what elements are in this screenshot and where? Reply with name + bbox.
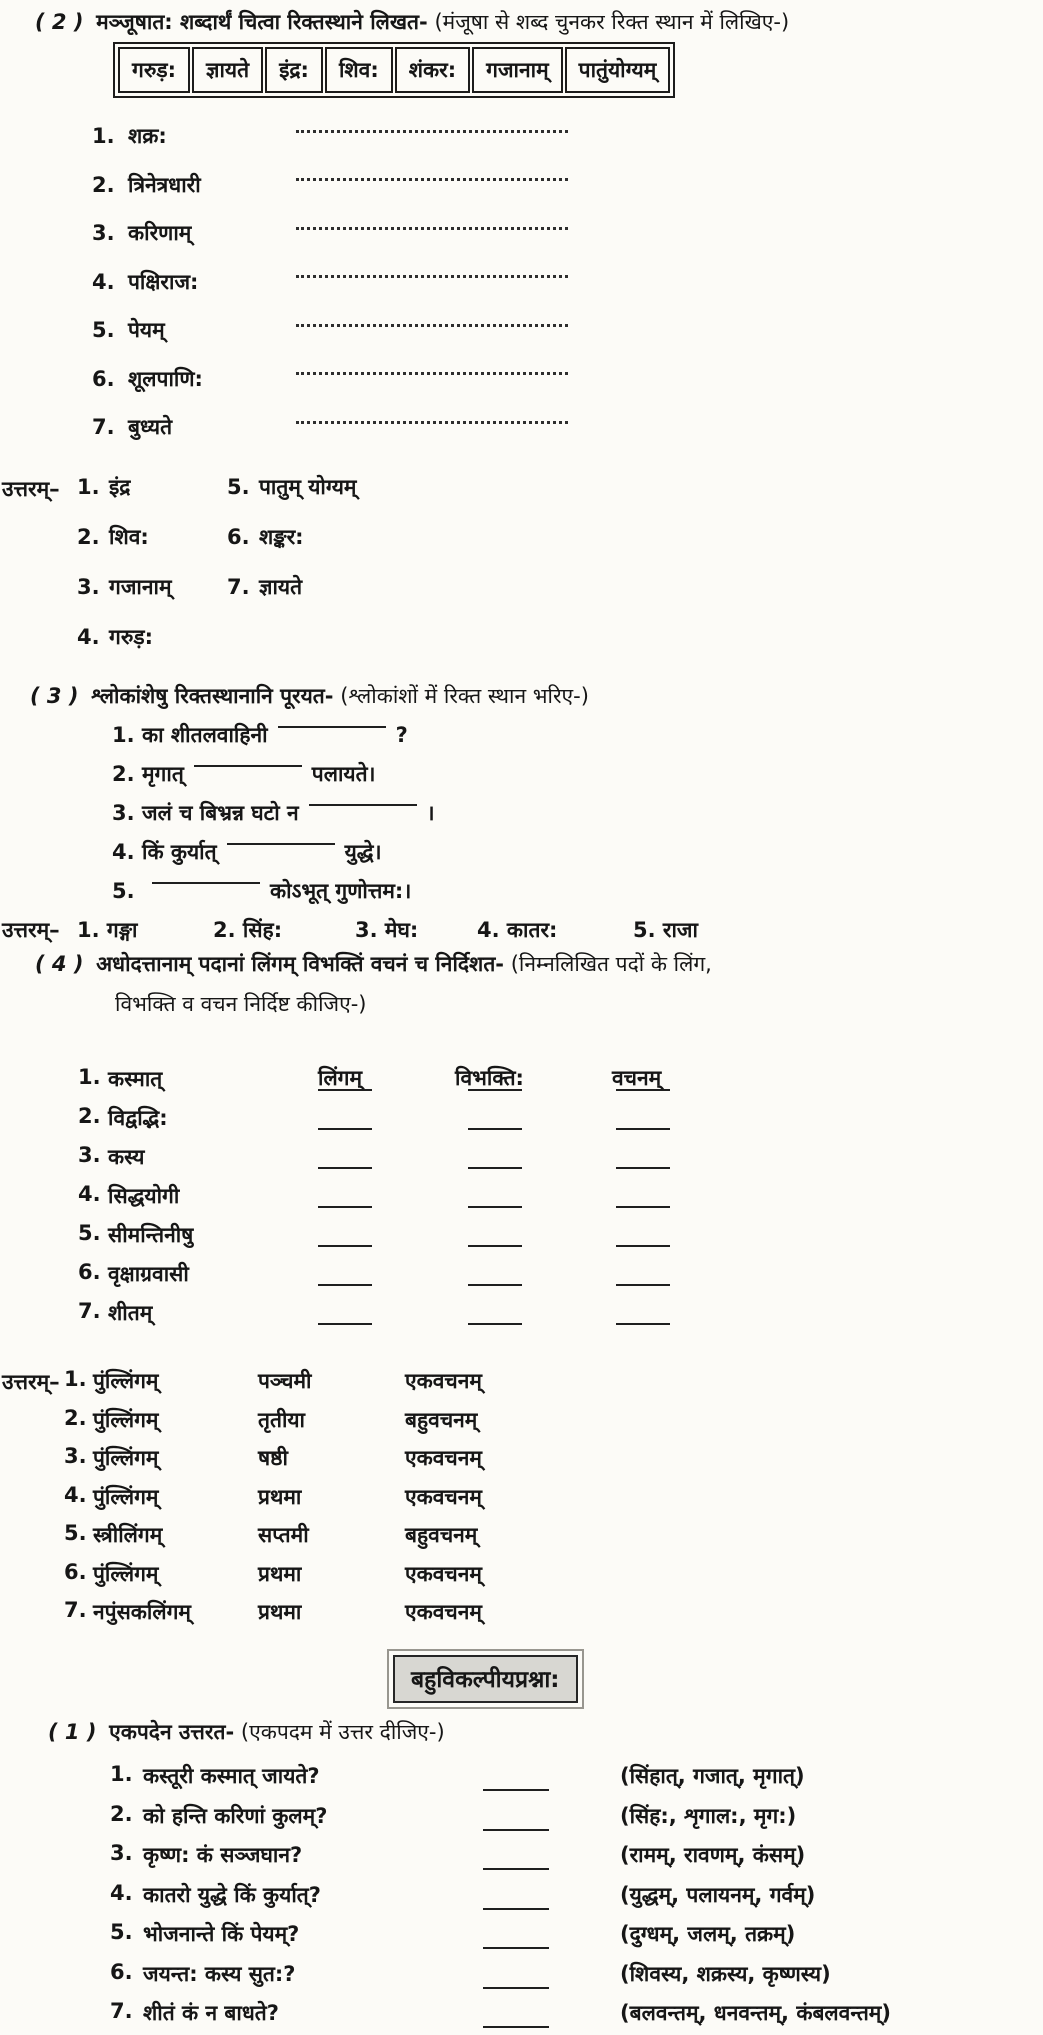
answer-case: प्रथमा xyxy=(258,1561,302,1586)
blank-line-case xyxy=(468,1167,522,1169)
item-word: विद्वद्भि: xyxy=(108,1106,168,1130)
answer-case: सप्तमी xyxy=(258,1523,309,1547)
section-title-sanskrit: अधोदत्तानाम् पदानां लिंगम् विभक्तिं वचनं च निर्दिशत- xyxy=(96,952,505,976)
manjusha-word: पातुंयोग्यम् xyxy=(565,47,671,93)
dotted-blank-line xyxy=(296,324,568,327)
answer-number: 3. xyxy=(355,918,378,942)
dotted-blank-line xyxy=(296,178,568,181)
shloka-text-after: । xyxy=(426,801,435,825)
shloka-text-after: ? xyxy=(395,723,408,747)
fill-blank-row xyxy=(0,355,1043,404)
column-header-gender: लिंगम् xyxy=(318,1066,363,1090)
word-analysis-row xyxy=(0,1060,1043,1099)
item-number: 4. xyxy=(92,269,115,294)
blank-line-number xyxy=(616,1128,670,1130)
item-word: कस्मात् xyxy=(108,1067,163,1091)
answer-number: 2. xyxy=(77,525,100,549)
dotted-blank-line xyxy=(296,227,568,230)
blank-line-number xyxy=(616,1323,670,1325)
word-analysis-row xyxy=(0,1138,1043,1177)
answer-text: कातर: xyxy=(506,918,558,942)
section-title-hindi: (निम्नलिखित पदों के लिंग, xyxy=(510,952,712,976)
blank-line xyxy=(278,726,386,728)
answer-number-form: एकवचनम् xyxy=(405,1446,482,1470)
question-row xyxy=(0,1758,1043,1798)
shloka-blank-row xyxy=(0,796,1043,835)
section-2-items xyxy=(0,112,1043,452)
question-number: 6. xyxy=(110,1959,133,1984)
answer-number: 2. xyxy=(64,1405,87,1430)
shloka-blank-row xyxy=(0,718,1043,757)
word-analysis-row xyxy=(0,1294,1043,1333)
blank-line xyxy=(194,765,302,767)
answers-label: उत्तरम्– xyxy=(2,1370,60,1394)
section-3-items xyxy=(0,718,1043,913)
answer-blank-line xyxy=(483,1947,549,1949)
item-word: पेयम् xyxy=(128,318,165,343)
answer-item xyxy=(355,916,418,944)
question-number: 3. xyxy=(110,1841,133,1865)
question-options: (शिवस्य, शक्रस्य, कृष्णस्य) xyxy=(620,1961,831,1986)
item-word: करिणाम् xyxy=(128,221,192,246)
item-word: सिद्धयोगी xyxy=(108,1184,180,1208)
answer-blank-line xyxy=(483,1908,549,1910)
blank-line-number xyxy=(616,1206,670,1208)
shloka-text-before: का शीतलवाहिनी xyxy=(142,723,268,747)
section-2-answers xyxy=(0,462,1043,662)
shloka-text-after: पलायते। xyxy=(311,762,376,786)
fill-blank-row xyxy=(0,403,1043,452)
blank-line xyxy=(309,804,417,806)
manjusha-word: शंकर: xyxy=(395,47,470,93)
answer-blank-line xyxy=(483,2026,549,2028)
item-number: 1. xyxy=(112,723,135,747)
section-title-sanskrit: मञ्जूषात: शब्दार्थं चित्वा रिक्तस्थाने लिखत- xyxy=(96,10,428,34)
answer-number: 7. xyxy=(227,575,250,599)
answer-row xyxy=(0,1593,1043,1632)
manjusha-word-bank xyxy=(113,42,675,98)
manjusha-word: ज्ञायते xyxy=(192,47,263,93)
blank-line-gender xyxy=(318,1128,372,1130)
blank-line-gender xyxy=(318,1206,372,1208)
answer-blank-line xyxy=(483,1868,549,1870)
answer-row xyxy=(0,1362,1043,1401)
answer-case: षष्ठी xyxy=(258,1446,288,1470)
section-title-hindi: (श्लोकांशों में रिक्त स्थान भरिए-) xyxy=(340,684,589,708)
item-number: 1. xyxy=(92,124,115,149)
shloka-text-before: मृगात् xyxy=(142,762,184,786)
word-analysis-row xyxy=(0,1099,1043,1138)
answer-number: 2. xyxy=(213,918,236,942)
manjusha-box xyxy=(113,42,675,98)
answer-text: शङ्कर: xyxy=(259,525,304,549)
blank-line-case xyxy=(468,1206,522,1208)
fill-blank-row xyxy=(0,209,1043,258)
answer-blank-line xyxy=(483,1789,549,1791)
item-number: 7. xyxy=(92,415,115,440)
section-3-heading xyxy=(30,682,589,710)
shloka-text-after: युद्धे। xyxy=(344,840,382,864)
dotted-blank-line xyxy=(296,130,568,133)
answer-text: शिव: xyxy=(109,525,149,549)
answer-gender: पुंल्लिंगम् xyxy=(93,1446,159,1470)
answer-number: 5. xyxy=(227,475,250,499)
answer-text: मेघ: xyxy=(384,918,419,942)
item-word: शूलपाणि: xyxy=(128,366,203,391)
item-number: 5. xyxy=(78,1221,101,1245)
question-text: भोजनान्ते किं पेयम्? xyxy=(143,1922,300,1946)
blank-line xyxy=(227,843,335,845)
answer-blank-line xyxy=(483,1829,549,1831)
answer-gender: पुंल्लिंगम् xyxy=(93,1484,159,1509)
question-row xyxy=(0,1798,1043,1838)
section-3-answers xyxy=(0,916,1043,952)
item-word: पक्षिराज: xyxy=(128,269,199,294)
blank-line-gender xyxy=(318,1323,372,1325)
section-number: ( 2 ) xyxy=(35,10,84,34)
section-title-sanskrit: श्लोकांशेषु रिक्तस्थानानि पूरयत- xyxy=(91,684,334,708)
answer-row xyxy=(0,612,1043,662)
shloka-text-before: जलं च बिभ्रन्न घटो न xyxy=(142,801,299,825)
question-row xyxy=(0,1837,1043,1877)
answer-text: ज्ञायते xyxy=(259,575,303,599)
fill-blank-row xyxy=(0,306,1043,355)
item-number: 6. xyxy=(92,366,115,391)
question-options: (युद्धम्, पलायनम्, गर्वम्) xyxy=(620,1882,816,1907)
question-number: 4. xyxy=(110,1880,133,1905)
item-word: सीमन्तिनीषु xyxy=(108,1223,194,1247)
question-number: 5. xyxy=(110,1920,133,1944)
answer-text: इंद्र xyxy=(109,475,131,499)
shloka-text-before: किं कुर्यात् xyxy=(142,840,217,864)
question-options: (सिंहात्, गजात्, मृगात्) xyxy=(620,1764,805,1788)
answer-number: 5. xyxy=(633,918,656,942)
word-analysis-row xyxy=(0,1216,1043,1255)
blank-line-case xyxy=(468,1284,522,1286)
item-number: 2. xyxy=(112,762,135,786)
answer-text: गरुड़: xyxy=(109,625,154,649)
section-title-hindi: (मंजूषा से शब्द चुनकर रिक्त स्थान में लिखिए-) xyxy=(434,10,790,34)
blank-line-gender xyxy=(318,1167,372,1169)
section-4-heading xyxy=(35,950,712,978)
manjusha-word: इंद्र: xyxy=(265,47,323,93)
answer-text: गजानाम् xyxy=(109,575,172,599)
answer-number-form: बहुवचनम् xyxy=(405,1523,478,1547)
item-number: 5. xyxy=(112,879,135,903)
answer-row xyxy=(0,1401,1043,1440)
answer-number-form: बहुवचनम् xyxy=(405,1407,478,1432)
answer-item xyxy=(633,916,698,944)
item-word: शीतम् xyxy=(108,1301,153,1325)
answer-number: 1. xyxy=(64,1367,87,1391)
fill-blank-row xyxy=(0,112,1043,161)
blank-line-number xyxy=(616,1245,670,1247)
answers-label: उत्तरम्– xyxy=(2,477,60,501)
item-word: त्रिनेत्रधारी xyxy=(128,172,201,197)
answer-row xyxy=(0,1439,1043,1478)
question-row xyxy=(0,1995,1043,2035)
section-number: ( 4 ) xyxy=(35,952,84,976)
mcq-section-1-heading xyxy=(48,1718,445,1746)
item-number: 4. xyxy=(78,1182,101,1206)
blank-line-gender xyxy=(318,1245,372,1247)
answer-row xyxy=(0,1516,1043,1555)
mcq-questions xyxy=(0,1758,1043,2035)
answer-case: प्रथमा xyxy=(258,1600,302,1624)
answer-gender: नपुंसकलिंगम् xyxy=(93,1600,191,1624)
question-row xyxy=(0,1916,1043,1956)
blank-line-number xyxy=(616,1089,670,1091)
blank-line-case xyxy=(468,1323,522,1325)
answers-label: उत्तरम्– xyxy=(2,918,60,942)
answer-text: सिंह: xyxy=(242,918,283,942)
item-number: 6. xyxy=(78,1260,101,1284)
question-text: शीतं कं न बाधते? xyxy=(143,2001,279,2025)
answer-number: 6. xyxy=(64,1559,87,1584)
dotted-blank-line xyxy=(296,372,568,375)
answer-row xyxy=(0,1555,1043,1594)
item-number: 3. xyxy=(92,221,115,246)
column-header-number: वचनम् xyxy=(612,1066,662,1090)
answer-case: तृतीया xyxy=(258,1407,305,1432)
section-4-items xyxy=(0,1060,1043,1333)
answer-gender: पुंल्लिंगम् xyxy=(93,1561,159,1586)
item-number: 2. xyxy=(92,172,115,197)
question-text: जयन्त: कस्य सुत:? xyxy=(143,1961,296,1986)
section-title-sanskrit: एकपदेन उत्तरत- xyxy=(109,1720,235,1744)
dotted-blank-line xyxy=(296,275,568,278)
answer-number-form: एकवचनम् xyxy=(405,1561,482,1586)
manjusha-word: शिव: xyxy=(325,47,393,93)
section-4-heading-line2: विभक्ति व वचन निर्दिष्ट कीजिए-) xyxy=(115,992,367,1016)
answer-number: 6. xyxy=(227,525,250,549)
item-number: 3. xyxy=(112,801,135,825)
answer-number: 3. xyxy=(77,575,100,599)
question-row xyxy=(0,1956,1043,1996)
item-number: 2. xyxy=(78,1104,101,1128)
answer-row xyxy=(0,1478,1043,1517)
dotted-blank-line xyxy=(296,421,568,424)
fill-blank-row xyxy=(0,258,1043,307)
answer-number: 4. xyxy=(77,625,100,649)
answer-gender: पुंल्लिंगम् xyxy=(93,1369,159,1393)
blank-line-number xyxy=(616,1167,670,1169)
item-word: शक्र: xyxy=(128,124,167,149)
fill-blank-row xyxy=(0,161,1043,210)
question-options: (बलवन्तम्, धनवन्तम्, कंबलवन्तम्) xyxy=(620,2001,891,2025)
question-text: कस्तूरी कस्मात् जायते? xyxy=(143,1764,320,1788)
section-number: ( 1 ) xyxy=(48,1720,97,1744)
blank-line-number xyxy=(616,1284,670,1286)
shloka-blank-row xyxy=(0,835,1043,874)
item-number: 3. xyxy=(78,1143,101,1167)
blank-line-case xyxy=(468,1089,522,1091)
shloka-blank-row xyxy=(0,874,1043,913)
answer-item xyxy=(213,916,282,944)
answer-row xyxy=(0,512,1043,562)
question-number: 1. xyxy=(110,1762,133,1786)
blank-line-case xyxy=(468,1128,522,1130)
column-header-case: विभक्ति: xyxy=(455,1066,524,1090)
question-options: (रामम्, रावणम्, कंसम्) xyxy=(620,1843,806,1867)
item-number: 5. xyxy=(92,318,115,343)
question-options: (दुग्धम्, जलम्, तक्रम्) xyxy=(620,1922,796,1946)
shloka-blank-row xyxy=(0,757,1043,796)
section-title-hindi: (एकपदम में उत्तर दीजिए-) xyxy=(240,1720,445,1744)
question-number: 7. xyxy=(110,1999,133,2023)
word-analysis-row xyxy=(0,1255,1043,1294)
item-number: 4. xyxy=(112,840,135,864)
answer-text: गङ्गा xyxy=(106,918,138,942)
question-options: (सिंह:, शृगाल:, मृग:) xyxy=(620,1803,797,1828)
answer-item xyxy=(477,916,557,944)
manjusha-word: गजानाम् xyxy=(472,47,563,93)
answer-number: 1. xyxy=(77,475,100,499)
item-number: 7. xyxy=(78,1299,101,1323)
answer-number: 1. xyxy=(77,918,100,942)
answer-number: 3. xyxy=(64,1444,87,1468)
answer-item xyxy=(77,916,137,944)
shloka-text-after: कोऽभूत् गुणोत्तम:। xyxy=(270,879,412,903)
answer-text: पातुम् योग्यम् xyxy=(259,475,357,499)
answer-number: 7. xyxy=(64,1598,87,1622)
section-4-answers xyxy=(0,1362,1043,1632)
question-text: कृष्ण: कं सञ्जघान? xyxy=(143,1843,303,1867)
section-2-heading xyxy=(35,8,789,36)
blank-line-case xyxy=(468,1245,522,1247)
question-number: 2. xyxy=(110,1801,133,1826)
answer-blank-line xyxy=(483,1987,549,1989)
answer-number: 4. xyxy=(64,1482,87,1507)
blank-line-gender xyxy=(318,1284,372,1286)
answer-number-form: एकवचनम् xyxy=(405,1484,482,1509)
answer-row xyxy=(0,462,1043,512)
answer-row xyxy=(0,562,1043,612)
answer-number: 4. xyxy=(477,918,500,942)
mcq-title-box xyxy=(393,1655,578,1703)
manjusha-word: गरुड़: xyxy=(118,47,190,93)
blank-line-gender xyxy=(318,1089,372,1091)
answer-text: राजा xyxy=(662,918,698,942)
answer-number-form: एकवचनम् xyxy=(405,1600,482,1624)
question-text: कातरो युद्धे किं कुर्यात्? xyxy=(143,1882,321,1907)
mcq-title: बहुविकल्पीयप्रश्ना: xyxy=(393,1655,578,1703)
question-text: को हन्ति करिणां कुलम्? xyxy=(143,1803,328,1828)
answer-number-form: एकवचनम् xyxy=(405,1369,482,1393)
item-word: कस्य xyxy=(108,1145,145,1169)
word-analysis-row xyxy=(0,1177,1043,1216)
section-number: ( 3 ) xyxy=(30,684,79,708)
question-row xyxy=(0,1877,1043,1917)
answer-case: प्रथमा xyxy=(258,1484,302,1509)
answer-case: पञ्चमी xyxy=(258,1369,312,1393)
item-word: बुध्यते xyxy=(128,415,173,440)
blank-line xyxy=(152,882,260,884)
answer-number: 5. xyxy=(64,1521,87,1545)
answer-gender: स्त्रीलिंगम् xyxy=(93,1523,163,1547)
answer-gender: पुंल्लिंगम् xyxy=(93,1407,159,1432)
item-word: वृक्षाग्रवासी xyxy=(108,1262,189,1286)
item-number: 1. xyxy=(78,1065,101,1089)
